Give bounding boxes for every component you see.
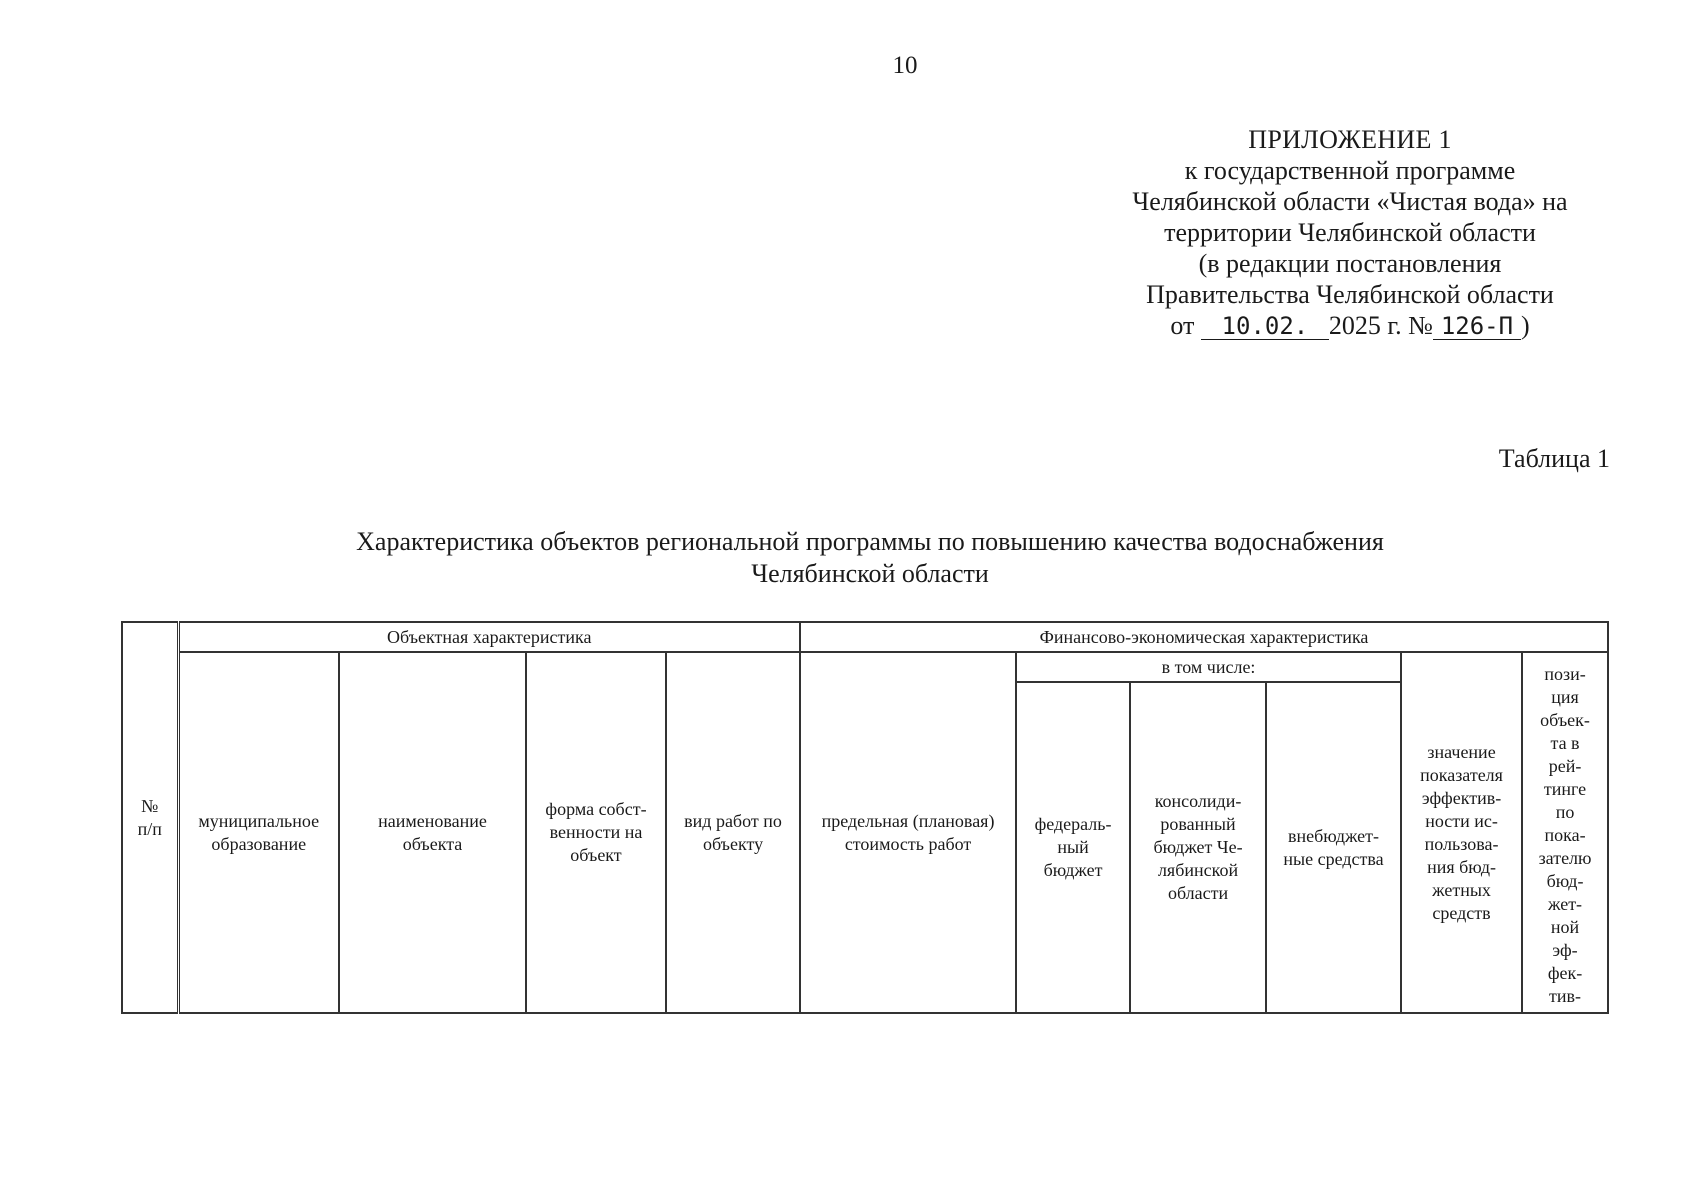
column-header-object-name	[339, 652, 526, 1013]
header-text: наименование	[378, 810, 487, 831]
header-text: п/п	[137, 818, 162, 839]
column-header-efficiency	[1401, 652, 1522, 1013]
appendix-block	[1100, 124, 1600, 341]
subgroup-header-including: в том числе:	[1016, 652, 1401, 682]
header-text: жет-	[1548, 894, 1583, 914]
header-text: по	[1555, 802, 1575, 822]
appendix-line: Челябинской области «Чистая вода» на	[1132, 187, 1568, 216]
header-text: ной	[1550, 917, 1580, 937]
appendix-line: к государственной программе	[1184, 156, 1516, 185]
header-text: венности на	[549, 822, 643, 842]
column-header-consolidated	[1130, 682, 1266, 1013]
header-text: вид работ по	[684, 810, 782, 831]
header-text: ные средства	[1283, 848, 1384, 869]
header-text: эф-	[1552, 940, 1578, 960]
column-header-federal	[1016, 682, 1130, 1013]
header-text: бюджет	[1043, 860, 1103, 880]
page-number: 10	[892, 52, 918, 79]
column-header-ownership	[526, 652, 666, 1013]
resolution-year: 2025 г. №	[1328, 311, 1433, 340]
header-text: рей-	[1548, 756, 1582, 776]
characteristics-table	[121, 621, 1609, 1014]
header-text: ция	[1551, 687, 1579, 707]
header-text: средств	[1432, 902, 1491, 923]
header-text: значение	[1427, 741, 1496, 762]
header-text: бюджет Че-	[1153, 837, 1243, 857]
header-text: зателю	[1538, 848, 1592, 868]
header-text: пози-	[1544, 664, 1586, 684]
header-text: тив-	[1549, 986, 1582, 1006]
column-header-extrabudget	[1266, 682, 1401, 1013]
closing-paren: )	[1520, 311, 1530, 340]
from-prefix: от	[1170, 311, 1195, 340]
header-text: федераль-	[1034, 814, 1112, 834]
header-text: форма собст-	[545, 799, 647, 819]
appendix-line: Правительства Челябинской области	[1146, 280, 1554, 309]
header-text: №	[141, 795, 159, 816]
header-text: ный	[1057, 837, 1089, 857]
header-text: тинге	[1543, 779, 1587, 799]
appendix-title: ПРИЛОЖЕНИЕ 1	[1248, 125, 1452, 154]
header-text: области	[1167, 883, 1229, 903]
group-header-finance: Финансово-экономическая характеристика	[800, 622, 1608, 652]
header-text: пока-	[1544, 825, 1586, 845]
resolution-number: 126-П	[1433, 313, 1521, 340]
header-text: консолиди-	[1154, 791, 1242, 811]
header-text: ния бюд-	[1427, 856, 1496, 877]
header-text: предельная (плановая)	[821, 810, 995, 831]
table-label: Таблица 1	[1498, 444, 1610, 473]
header-text: жетных	[1432, 879, 1491, 900]
header-text: рованный	[1160, 814, 1236, 834]
column-header-work-type	[666, 652, 800, 1013]
column-header-number	[122, 622, 178, 1013]
column-header-rating	[1522, 652, 1608, 1013]
header-text: муниципальное	[198, 810, 320, 831]
appendix-line: территории Челябинской области	[1164, 218, 1536, 247]
header-text: ности ис-	[1425, 810, 1498, 831]
resolution-date-line	[1100, 310, 1600, 341]
document-heading	[0, 526, 1698, 590]
header-text: объекту	[702, 833, 764, 854]
header-text: объект	[570, 845, 622, 865]
appendix-line: (в редакции постановления	[1198, 249, 1502, 278]
column-header-municipality	[178, 652, 339, 1013]
header-text: внебюджет-	[1288, 825, 1380, 846]
group-header-object: Объектная характеристика	[178, 622, 800, 652]
resolution-date: 10.02.	[1201, 313, 1329, 340]
header-text: показателя	[1420, 764, 1503, 785]
header-text: фек-	[1547, 963, 1583, 983]
header-text: бюд-	[1546, 871, 1584, 891]
header-text: объекта	[402, 833, 463, 854]
heading-line-1: Характеристика объектов региональной программы по повышению качества водоснабжения	[356, 527, 1384, 556]
header-text: пользова-	[1424, 833, 1499, 854]
header-text: та в	[1550, 733, 1580, 753]
column-header-cost	[800, 652, 1016, 1013]
heading-line-2: Челябинской области	[751, 559, 989, 588]
header-text: эффектив-	[1421, 787, 1502, 808]
header-text: образование	[211, 833, 307, 854]
header-text: объек-	[1540, 710, 1590, 730]
header-text: лябинской	[1157, 860, 1239, 880]
header-text: стоимость работ	[844, 833, 972, 854]
